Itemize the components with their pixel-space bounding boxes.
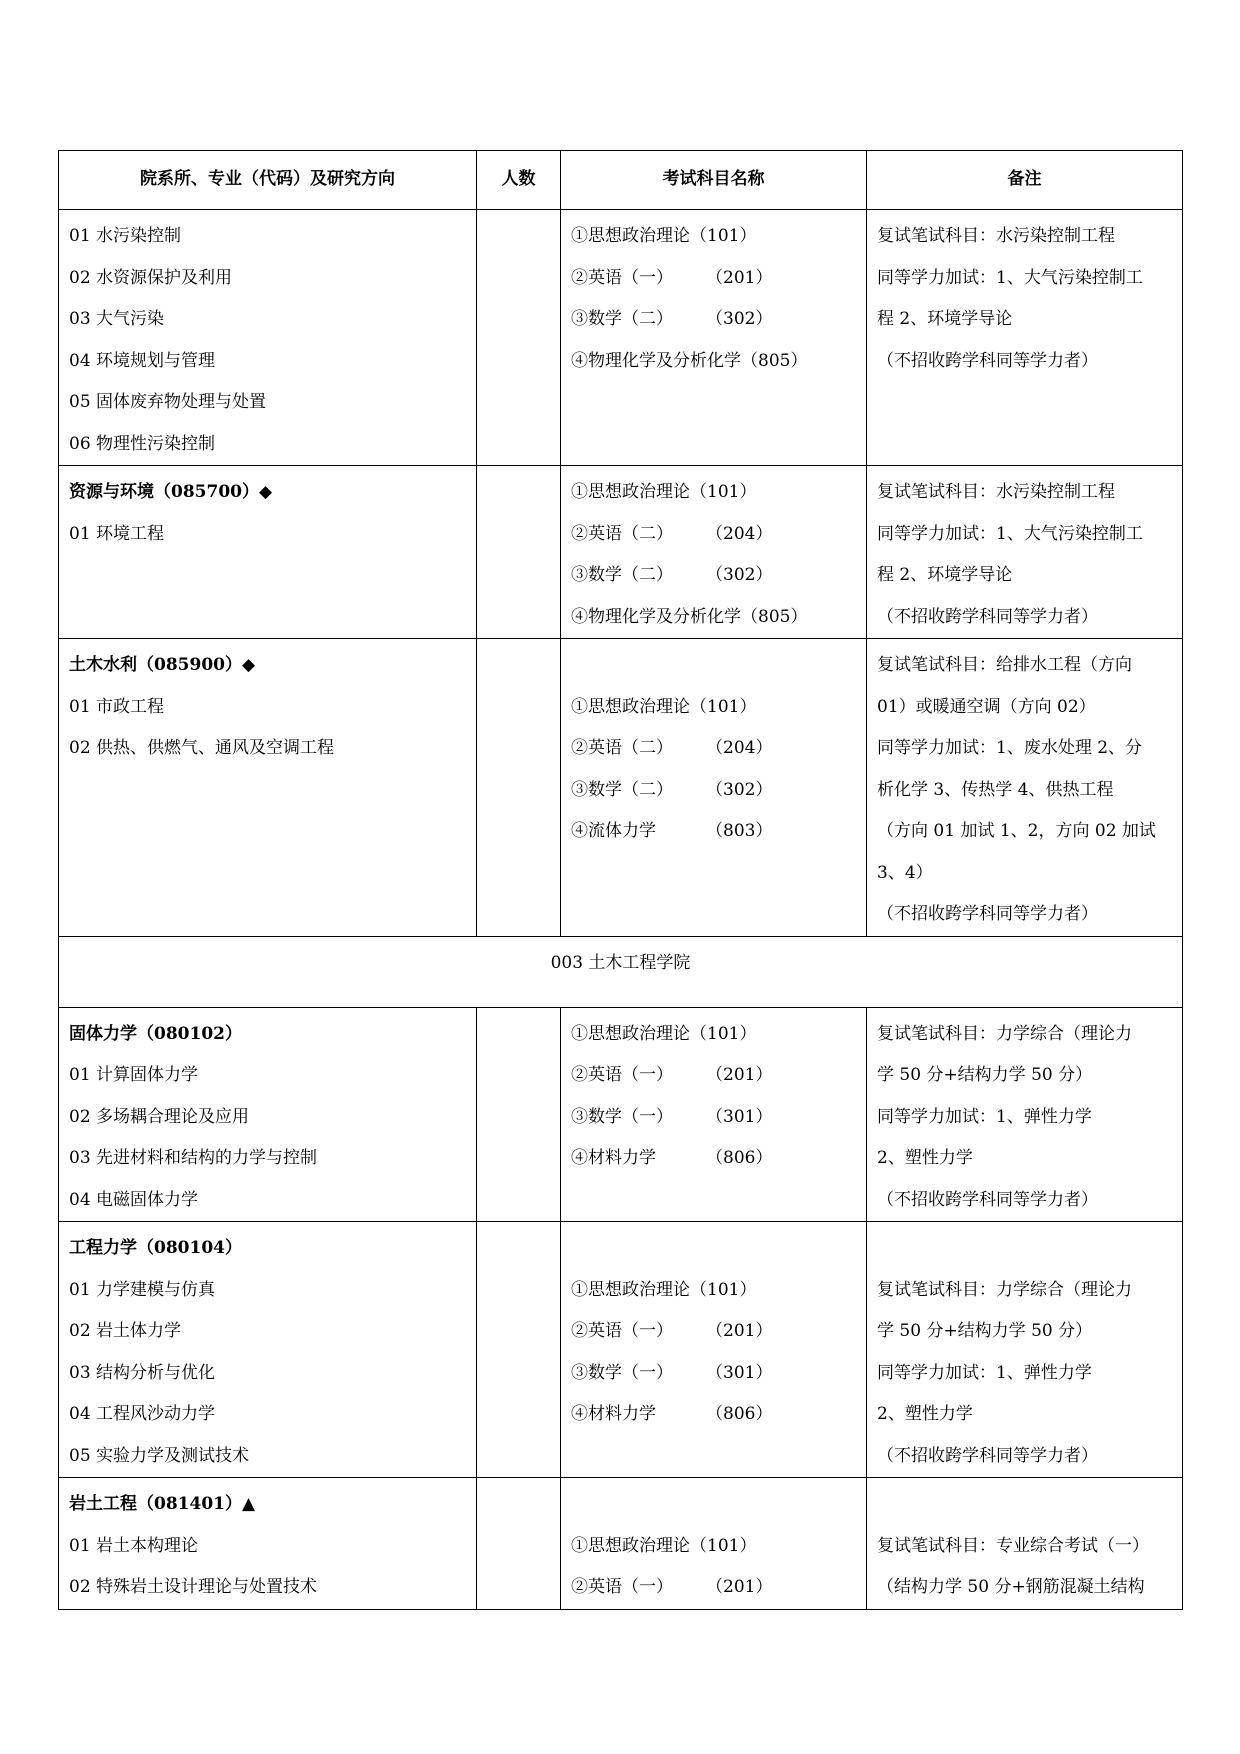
note-line: （不招收跨学科同等学力者）	[877, 606, 1098, 627]
direction-item: 01 计算固体力学	[69, 1065, 199, 1085]
note-line: 复试笔试科目：力学综合（理论力	[877, 1279, 1132, 1300]
exam-item: ③数学（一） （301）	[571, 1106, 773, 1127]
exam-item: ④材料力学 （806）	[571, 1404, 773, 1424]
college-title: 003 土木工程学院	[59, 936, 1183, 1007]
exam-item: ③数学（一） （301）	[571, 1362, 773, 1383]
note-line: 3、4）	[877, 862, 933, 883]
direction-item: 05 固体废弃物处理与处置	[69, 392, 267, 412]
note-line: 复试笔试科目：水污染控制工程	[877, 226, 1115, 246]
exam-item: ④物理化学及分析化学（805）	[571, 606, 808, 627]
note-line: 学 50 分+结构力学 50 分）	[877, 1065, 1093, 1085]
direction-item: 06 物理性污染控制	[69, 433, 216, 454]
direction-item: 01 水污染控制	[69, 226, 182, 246]
direction-item: 01 力学建模与仿真	[69, 1279, 216, 1300]
major-title: 土木水利（085900）◆	[69, 655, 256, 675]
note-line: 程 2、环境学导论	[877, 565, 1013, 585]
note-line: 复试笔试科目：专业综合考试（一）	[877, 1535, 1149, 1556]
note-line: 同等学力加试：1、废水处理 2、分	[877, 738, 1143, 758]
exam-item: ①思想政治理论（101）	[571, 226, 757, 246]
header-row	[59, 151, 1183, 210]
note-line: 析化学 3、传热学 4、供热工程	[877, 779, 1114, 800]
exam-item: ②英语（一） （201）	[571, 1321, 773, 1341]
major-title: 固体力学（080102）	[69, 1023, 242, 1044]
direction-item: 02 水资源保护及利用	[69, 267, 233, 288]
note-line: 程 2、环境学导论	[877, 309, 1013, 329]
notes-cell	[867, 639, 1183, 937]
exam-item: ①思想政治理论（101）	[571, 482, 757, 502]
exams-cell	[561, 1478, 867, 1610]
directions-cell	[59, 1478, 477, 1610]
directions-cell	[59, 1007, 477, 1222]
exam-item: ①思想政治理论（101）	[571, 1279, 757, 1300]
table-row	[59, 1478, 1183, 1610]
exams-cell	[561, 639, 867, 937]
note-line: 复试笔试科目：力学综合（理论力	[877, 1023, 1132, 1044]
direction-item: 01 环境工程	[69, 523, 165, 544]
direction-item: 02 供热、供燃气、通风及空调工程	[69, 738, 335, 758]
header-direction: 院系所、专业（代码）及研究方向	[59, 151, 477, 210]
note-line: 同等学力加试：1、弹性力学	[877, 1362, 1092, 1383]
exam-item: ②英语（二） （204）	[571, 523, 773, 544]
exam-item: ④流体力学 （803）	[571, 821, 773, 841]
directions-cell	[59, 639, 477, 937]
exam-item: ④物理化学及分析化学（805）	[571, 350, 808, 371]
exam-item: ①思想政治理论（101）	[571, 696, 757, 717]
direction-item: 05 实验力学及测试技术	[69, 1445, 250, 1466]
count-cell	[477, 466, 561, 639]
note-line: 01）或暖通空调（方向 02）	[877, 696, 1096, 717]
header-count: 人数	[477, 151, 561, 210]
exam-item: ③数学（二） （302）	[571, 779, 773, 800]
exams-cell	[561, 1007, 867, 1222]
major-title: 岩土工程（081401）▲	[69, 1494, 256, 1514]
exams-cell	[561, 1222, 867, 1478]
exam-item: ③数学（二） （302）	[571, 309, 773, 329]
note-line: （不招收跨学科同等学力者）	[877, 350, 1098, 371]
direction-item: 02 多场耦合理论及应用	[69, 1106, 250, 1127]
notes-cell	[867, 466, 1183, 639]
major-title: 工程力学（080104）	[69, 1238, 242, 1258]
direction-item: 04 工程风沙动力学	[69, 1404, 216, 1424]
exam-item: ①思想政治理论（101）	[571, 1535, 757, 1556]
major-title: 资源与环境（085700）◆	[69, 482, 273, 502]
exam-item: ②英语（一） （201）	[571, 267, 773, 288]
note-line: （方向 01 加试 1、2，方向 02 加试	[877, 821, 1156, 841]
direction-item: 03 大气污染	[69, 309, 165, 329]
note-line: 2、塑性力学	[877, 1404, 973, 1424]
note-line: 同等学力加试：1、大气污染控制工	[877, 523, 1143, 544]
header-notes: 备注	[867, 151, 1183, 210]
exam-item: ②英语（一） （201）	[571, 1065, 773, 1085]
note-line: （不招收跨学科同等学力者）	[877, 1445, 1098, 1466]
exam-item: ①思想政治理论（101）	[571, 1023, 757, 1044]
count-cell	[477, 639, 561, 937]
table-row	[59, 210, 1183, 466]
direction-item: 01 市政工程	[69, 696, 165, 717]
table-row	[59, 639, 1183, 937]
note-line: 学 50 分+结构力学 50 分）	[877, 1321, 1093, 1341]
exams-cell	[561, 210, 867, 466]
direction-item: 02 岩土体力学	[69, 1321, 182, 1341]
notes-cell	[867, 210, 1183, 466]
note-line: 复试笔试科目：给排水工程（方向	[877, 655, 1132, 675]
direction-item: 03 先进材料和结构的力学与控制	[69, 1148, 318, 1168]
count-cell	[477, 1478, 561, 1610]
college-row	[59, 936, 1183, 1007]
count-cell	[477, 1007, 561, 1222]
count-cell	[477, 1222, 561, 1478]
exam-item: ②英语（一） （201）	[571, 1577, 773, 1597]
note-line: 复试笔试科目：水污染控制工程	[877, 482, 1115, 502]
table-row	[59, 1222, 1183, 1478]
direction-item: 02 特殊岩土设计理论与处置技术	[69, 1577, 318, 1597]
note-line: （不招收跨学科同等学力者）	[877, 1189, 1098, 1210]
directions-cell	[59, 1222, 477, 1478]
directions-cell	[59, 210, 477, 466]
exam-item: ②英语（二） （204）	[571, 738, 773, 758]
note-line: 同等学力加试：1、弹性力学	[877, 1106, 1092, 1127]
table-row	[59, 1007, 1183, 1222]
exam-item: ④材料力学 （806）	[571, 1148, 773, 1168]
direction-item: 01 岩土本构理论	[69, 1535, 199, 1556]
header-exams: 考试科目名称	[561, 151, 867, 210]
count-cell	[477, 210, 561, 466]
table-row	[59, 466, 1183, 639]
note-line: （结构力学 50 分+钢筋混凝土结构	[877, 1577, 1145, 1597]
directions-cell	[59, 466, 477, 639]
direction-item: 04 电磁固体力学	[69, 1189, 199, 1210]
admissions-table	[58, 150, 1183, 1610]
note-line: 同等学力加试：1、大气污染控制工	[877, 267, 1143, 288]
direction-item: 03 结构分析与优化	[69, 1362, 216, 1383]
direction-item: 04 环境规划与管理	[69, 350, 216, 371]
note-line: 2、塑性力学	[877, 1148, 973, 1168]
exams-cell	[561, 466, 867, 639]
notes-cell	[867, 1007, 1183, 1222]
note-line: （不招收跨学科同等学力者）	[877, 904, 1098, 924]
notes-cell	[867, 1478, 1183, 1610]
exam-item: ③数学（二） （302）	[571, 565, 773, 585]
notes-cell	[867, 1222, 1183, 1478]
